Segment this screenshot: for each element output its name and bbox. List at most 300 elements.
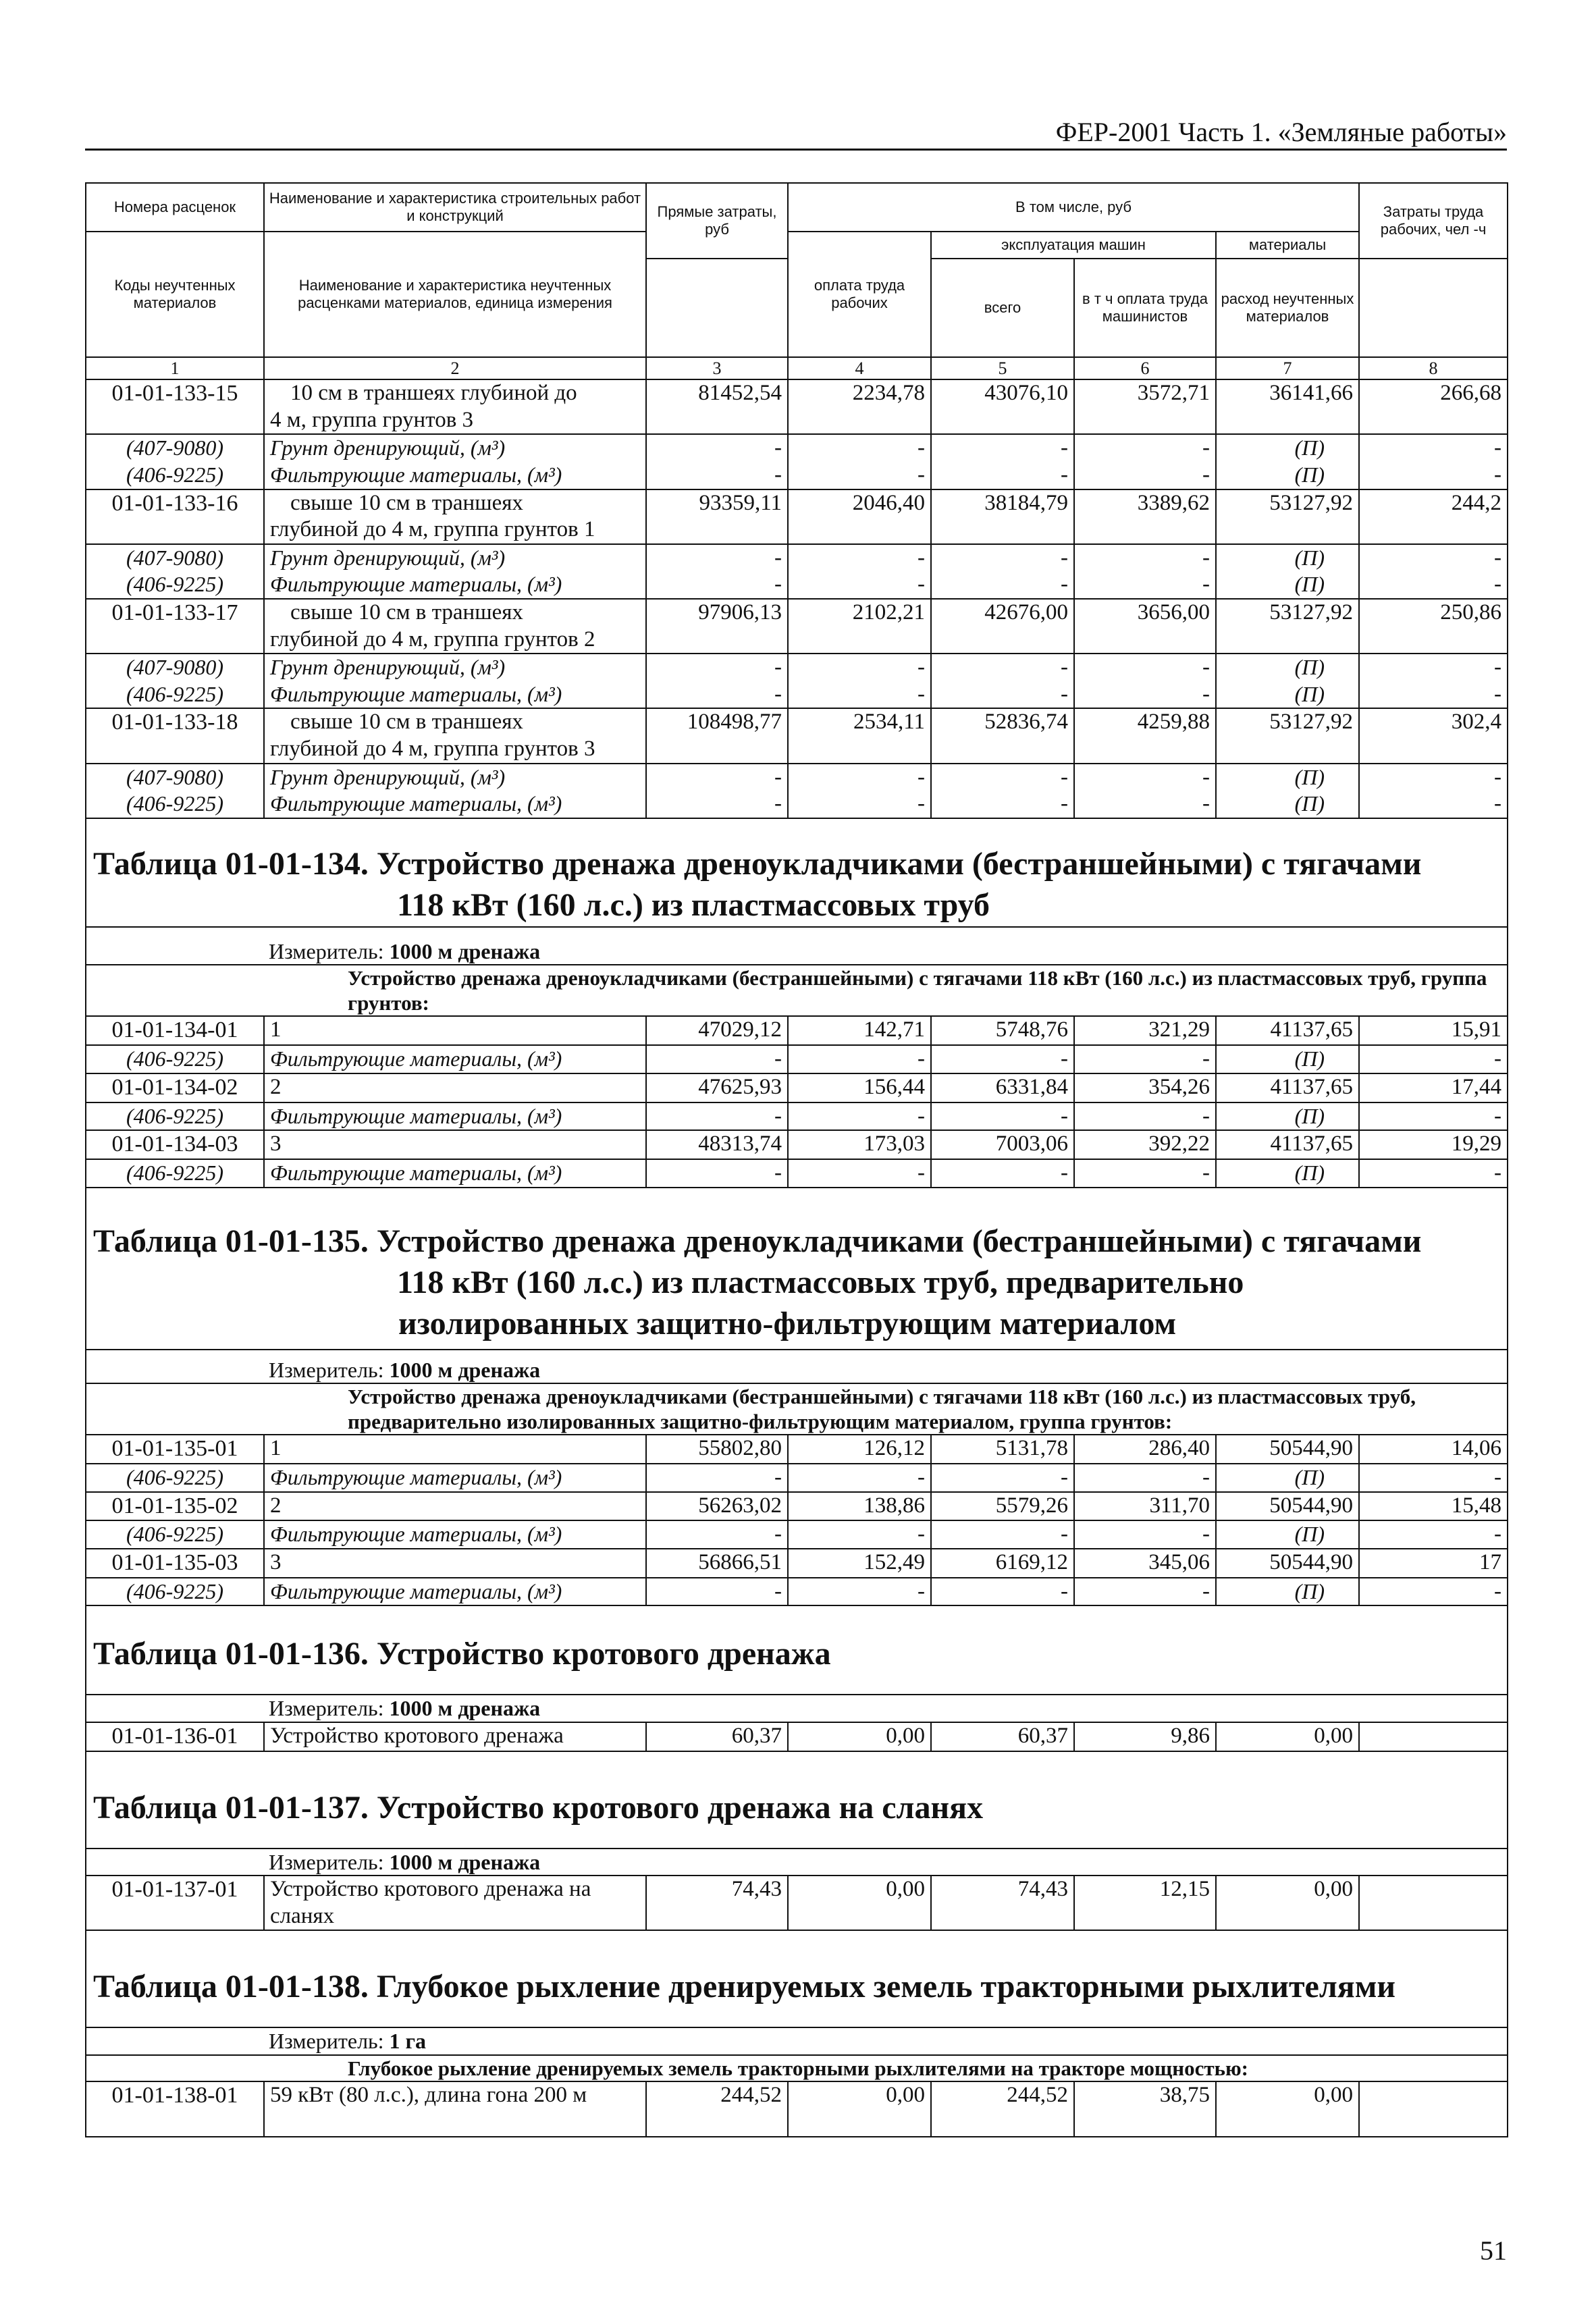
table-133-row (86, 379, 1508, 434)
dash-cell: - (788, 434, 931, 462)
dash-cell: - (931, 681, 1074, 709)
dash-cell: - (1074, 1520, 1216, 1549)
dash-cell: - (788, 571, 931, 599)
value-cell: 41137,65 (1216, 1016, 1359, 1045)
rate-name-line: свыше 10 см в траншеях (290, 710, 523, 735)
value-cell: 41137,65 (1216, 1130, 1359, 1159)
value-cell: 50544,90 (1216, 1435, 1359, 1464)
material-name: Грунт дренирующий, (м³) (264, 434, 646, 462)
table-135-body (86, 1435, 1508, 1605)
material-name: Фильтрующие материалы, (м³) (264, 571, 646, 599)
rate-name (264, 379, 646, 434)
dash-cell: - (788, 1464, 931, 1492)
col-naim1: Наименование и характеристика строительных работ и конструкций (264, 183, 646, 232)
value-cell: 0,00 (788, 1722, 931, 1751)
colnum: 6 (1074, 357, 1216, 379)
dash-cell: - (931, 571, 1074, 599)
material-placeholder: (П) (1216, 764, 1359, 791)
dash-cell: - (1359, 1159, 1508, 1188)
material-placeholder: (П) (1216, 1464, 1359, 1492)
col-vtom: В том числе, руб (788, 183, 1359, 232)
table-133-row (86, 489, 1508, 544)
dash-cell: - (1074, 544, 1216, 572)
value-cell: 81452,54 (646, 379, 788, 434)
measure-value: 1000 м дренажа (389, 1696, 541, 1721)
header-row-1 (86, 183, 1508, 232)
value-cell: 74,43 (931, 1876, 1074, 1930)
material-code: (406-9225) (86, 681, 264, 709)
value-cell: 2046,40 (788, 489, 931, 544)
material-placeholder: (П) (1216, 544, 1359, 572)
dash-cell: - (646, 1159, 788, 1188)
dash-cell: - (931, 764, 1074, 791)
value-cell: 55802,80 (646, 1435, 788, 1464)
dash-cell: - (788, 1578, 931, 1606)
dash-cell: - (1359, 571, 1508, 599)
material-placeholder: (П) (1216, 571, 1359, 599)
col-zatr-cont (1359, 259, 1508, 357)
material-code: (407-9080) (86, 764, 264, 791)
dash-cell: - (1074, 1578, 1216, 1606)
value-cell: 156,44 (788, 1073, 931, 1102)
table-134-measure-row (86, 927, 1508, 965)
rate-name: 2 (264, 1492, 646, 1521)
value-cell: 15,91 (1359, 1016, 1508, 1045)
material-code: (407-9080) (86, 434, 264, 462)
rate-name: Устройство кротового дренажа на сланях (264, 1876, 646, 1930)
rate-name-line: свыше 10 см в траншеях (290, 600, 523, 624)
dash-cell: - (1074, 571, 1216, 599)
col-vtch: в т ч оплата труда машинистов (1074, 259, 1216, 357)
dash-cell: - (1359, 462, 1508, 489)
dash-cell: - (1359, 1578, 1508, 1606)
colnum: 3 (646, 357, 788, 379)
dash-cell: - (1359, 434, 1508, 462)
col-vsego: всего (931, 259, 1074, 357)
rate-code: 01-01-138-01 (86, 2081, 264, 2137)
dash-cell: - (931, 1102, 1074, 1131)
material-code: (406-9225) (86, 1159, 264, 1188)
rate-name-line: 4 м, группа грунтов 3 (270, 407, 474, 432)
table-138-group-text: Глубокое рыхление дренируемых земель тракторными рыхлителями на тракторе мощностью: (348, 2056, 1248, 2080)
value-cell: 56263,02 (646, 1492, 788, 1521)
material-row (86, 681, 1508, 709)
table-137-measure (86, 1849, 1508, 1876)
table-134-title-row (86, 818, 1508, 927)
dash-cell: - (788, 1045, 931, 1073)
value-cell: 173,03 (788, 1130, 931, 1159)
dash-cell: - (646, 681, 788, 709)
colnum: 5 (931, 357, 1074, 379)
value-cell: 47029,12 (646, 1016, 788, 1045)
rate-name-line: глубиной до 4 м, группа грунтов 1 (270, 517, 595, 542)
dash-cell: - (788, 654, 931, 681)
measure-label: Измеритель: (269, 2029, 390, 2054)
material-row (86, 1578, 1508, 1606)
value-cell: 19,29 (1359, 1130, 1508, 1159)
rate-code: 01-01-133-15 (86, 379, 264, 434)
dash-cell: - (931, 654, 1074, 681)
dash-cell: - (1074, 1464, 1216, 1492)
rate-name-line: глубиной до 4 м, группа грунтов 3 (270, 736, 595, 761)
value-cell: 0,00 (788, 1876, 931, 1930)
material-row (86, 1464, 1508, 1492)
rate-code: 01-01-133-16 (86, 489, 264, 544)
value-cell: 3572,71 (1074, 379, 1216, 434)
value-cell: 43076,10 (931, 379, 1074, 434)
rates-table (85, 182, 1508, 2137)
material-row (86, 544, 1508, 572)
material-code: (406-9225) (86, 791, 264, 818)
dash-cell: - (1359, 1520, 1508, 1549)
dash-cell: - (788, 1102, 931, 1131)
rate-code: 01-01-133-17 (86, 599, 264, 654)
material-code: (407-9080) (86, 544, 264, 572)
material-row (86, 791, 1508, 818)
material-name: Фильтрующие материалы, (м³) (264, 791, 646, 818)
dash-cell: - (1074, 1102, 1216, 1131)
rate-code: 01-01-136-01 (86, 1722, 264, 1751)
colnum: 8 (1359, 357, 1508, 379)
material-placeholder: (П) (1216, 654, 1359, 681)
material-name: Фильтрующие материалы, (м³) (264, 1464, 646, 1492)
material-placeholder: (П) (1216, 434, 1359, 462)
measure-label: Измеритель: (269, 938, 390, 963)
rate-code: 01-01-134-01 (86, 1016, 264, 1045)
material-row (86, 571, 1508, 599)
material-placeholder: (П) (1216, 681, 1359, 709)
rate-code: 01-01-134-03 (86, 1130, 264, 1159)
rates-document (85, 182, 1507, 2174)
dash-cell: - (931, 1464, 1074, 1492)
col-kody: Коды неучтенных материалов (86, 232, 264, 357)
dash-cell: - (646, 1520, 788, 1549)
value-cell: 42676,00 (931, 599, 1074, 654)
value-cell: 302,4 (1359, 708, 1508, 763)
table-137-row (86, 1876, 1508, 1930)
table-133-row (86, 599, 1508, 654)
table-134-group-text: Устройство дренажа дреноукладчиками (бестраншейными) с тягачами 118 кВт (160 л.с.) из пластмассовых труб, группа грунтов: (348, 965, 1487, 1015)
table-134-row (86, 1073, 1508, 1102)
rate-code: 01-01-135-03 (86, 1549, 264, 1578)
value-cell: 15,48 (1359, 1492, 1508, 1521)
value-cell: 266,68 (1359, 379, 1508, 434)
table-135-title-line3: изолированных защитно-фильтрующим материалом (398, 1306, 1177, 1342)
value-cell: 126,12 (788, 1435, 931, 1464)
dash-cell: - (931, 544, 1074, 572)
value-cell: 142,71 (788, 1016, 931, 1045)
material-row (86, 1102, 1508, 1131)
material-name: Фильтрующие материалы, (м³) (264, 1578, 646, 1606)
material-name: Грунт дренирующий, (м³) (264, 654, 646, 681)
dash-cell: - (1074, 1045, 1216, 1073)
dash-cell: - (1074, 1159, 1216, 1188)
material-row (86, 434, 1508, 462)
material-name: Фильтрующие материалы, (м³) (264, 1520, 646, 1549)
dash-cell: - (1074, 681, 1216, 709)
dash-cell: - (788, 791, 931, 818)
table-134-group-row (86, 965, 1508, 1016)
dash-cell: - (1074, 791, 1216, 818)
dash-cell: - (931, 1520, 1074, 1549)
material-code: (406-9225) (86, 1578, 264, 1606)
table-134-title-line1: Таблица 01-01-134. Устройство дренажа дреноукладчиками (бестраншейными) с тягачами (93, 845, 1422, 882)
measure-label: Измеритель: (269, 1849, 390, 1874)
table-136-measure (86, 1695, 1508, 1722)
dash-cell: - (1359, 1045, 1508, 1073)
value-cell: 2234,78 (788, 379, 931, 434)
material-placeholder: (П) (1216, 1578, 1359, 1606)
material-code: (407-9080) (86, 654, 264, 681)
value-cell: 311,70 (1074, 1492, 1216, 1521)
value-cell: 321,29 (1074, 1016, 1216, 1045)
value-cell: 93359,11 (646, 489, 788, 544)
value-cell: 4259,88 (1074, 708, 1216, 763)
material-name: Фильтрующие материалы, (м³) (264, 1045, 646, 1073)
value-cell: 60,37 (646, 1722, 788, 1751)
dash-cell: - (1074, 462, 1216, 489)
dash-cell: - (788, 1159, 931, 1188)
rate-name (264, 489, 646, 544)
value-cell: 286,40 (1074, 1435, 1216, 1464)
col-naim2: Наименование и характеристика неучтенных расценками материалов, единица измерения (264, 232, 646, 357)
material-placeholder: (П) (1216, 1159, 1359, 1188)
dash-cell: - (646, 1102, 788, 1131)
value-cell: 0,00 (788, 2081, 931, 2137)
material-code: (406-9225) (86, 462, 264, 489)
material-name: Фильтрующие материалы, (м³) (264, 1159, 646, 1188)
rate-name (264, 708, 646, 763)
value-cell: 250,86 (1359, 599, 1508, 654)
table-134-row (86, 1016, 1508, 1045)
value-cell: 5579,26 (931, 1492, 1074, 1521)
dash-cell: - (646, 462, 788, 489)
table-134-title-line2: 118 кВт (160 л.с.) из пластмассовых труб (397, 887, 990, 924)
material-placeholder: (П) (1216, 462, 1359, 489)
value-cell: 3656,00 (1074, 599, 1216, 654)
dash-cell: - (1359, 1102, 1508, 1131)
value-cell: 2534,11 (788, 708, 931, 763)
value-cell: 0,00 (1216, 1722, 1359, 1751)
table-137-measure-row (86, 1849, 1508, 1876)
value-cell: 244,52 (931, 2081, 1074, 2137)
table-138-title-row (86, 1930, 1508, 2027)
table-134-row (86, 1130, 1508, 1159)
value-cell: 38,75 (1074, 2081, 1216, 2137)
material-name: Фильтрующие материалы, (м³) (264, 462, 646, 489)
table-135-title-line1: Таблица 01-01-135. Устройство дренажа дреноукладчиками (бестраншейными) с тягачами (93, 1223, 1422, 1259)
table-135-group-text: Устройство дренажа дреноукладчиками (бестраншейными) с тягачами 118 кВт (160 л.с.) из пластмассовых труб, предварительно изолированных защитно-фильтрующим материалом, группа грунтов: (348, 1384, 1416, 1434)
dash-cell: - (646, 1045, 788, 1073)
rate-code: 01-01-137-01 (86, 1876, 264, 1930)
table-134-group (348, 965, 1508, 1016)
colnum: 2 (264, 357, 646, 379)
material-row (86, 462, 1508, 489)
dash-cell: - (931, 1045, 1074, 1073)
material-row (86, 1159, 1508, 1188)
value-cell: 345,06 (1074, 1549, 1216, 1578)
rate-code: 01-01-135-02 (86, 1492, 264, 1521)
table-138-group-row (86, 2055, 1508, 2081)
table-138-measure (86, 2027, 1508, 2054)
table-135-measure (86, 1350, 1508, 1383)
value-cell: 392,22 (1074, 1130, 1216, 1159)
running-header (85, 113, 1507, 151)
table-135-title-line2: 118 кВт (160 л.с.) из пластмассовых труб, предварительно (397, 1264, 1244, 1300)
material-code: (406-9225) (86, 571, 264, 599)
table-135-row (86, 1435, 1508, 1464)
value-cell: 41137,65 (1216, 1073, 1359, 1102)
dash-cell: - (1074, 434, 1216, 462)
dash-cell: - (788, 462, 931, 489)
value-cell: 138,86 (788, 1492, 931, 1521)
material-name: Фильтрующие материалы, (м³) (264, 681, 646, 709)
colnum: 1 (86, 357, 264, 379)
rate-name-line: 10 см в траншеях глубиной до (290, 381, 577, 406)
dash-cell: - (1359, 1464, 1508, 1492)
dash-cell: - (646, 1578, 788, 1606)
table-134-body (86, 1016, 1508, 1187)
value-cell: 53127,92 (1216, 489, 1359, 544)
dash-cell: - (646, 434, 788, 462)
dash-cell: - (931, 791, 1074, 818)
value-cell: 17,44 (1359, 1073, 1508, 1102)
table-135-row (86, 1492, 1508, 1521)
material-code: (406-9225) (86, 1102, 264, 1131)
material-name: Грунт дренирующий, (м³) (264, 544, 646, 572)
material-placeholder: (П) (1216, 1520, 1359, 1549)
dash-cell: - (646, 1464, 788, 1492)
value-cell: 152,49 (788, 1549, 931, 1578)
col-nomera: Номера расценок (86, 183, 264, 232)
table-135-title (86, 1188, 1508, 1350)
dash-cell: - (931, 1159, 1074, 1188)
measure-value: 1000 м дренажа (389, 1849, 541, 1874)
table-136-title-row (86, 1605, 1508, 1695)
rate-name-line: глубиной до 4 м, группа грунтов 2 (270, 627, 595, 652)
table-138-measure-row (86, 2027, 1508, 2054)
value-cell: 48313,74 (646, 1130, 788, 1159)
value-cell: 7003,06 (931, 1130, 1074, 1159)
value-cell: 17 (1359, 1549, 1508, 1578)
rate-code: 01-01-134-02 (86, 1073, 264, 1102)
rate-name-line: свыше 10 см в траншеях (290, 490, 523, 515)
value-cell: 6169,12 (931, 1549, 1074, 1578)
value-cell: 0,00 (1216, 1876, 1359, 1930)
table-137-title: Таблица 01-01-137. Устройство кротового дренажа на сланях (86, 1751, 1508, 1849)
rate-code: 01-01-133-18 (86, 708, 264, 763)
dash-cell: - (931, 1578, 1074, 1606)
measure-value: 1000 м дренажа (389, 1357, 541, 1382)
value-cell: 47625,93 (646, 1073, 788, 1102)
value-cell: 50544,90 (1216, 1492, 1359, 1521)
col-rashod: расход неучтенных материалов (1216, 259, 1359, 357)
table-138-title: Таблица 01-01-138. Глубокое рыхление дренируемых земель тракторными рыхлителями (86, 1930, 1508, 2027)
material-code: (406-9225) (86, 1520, 264, 1549)
table-134-title (86, 818, 1508, 927)
measure-value: 1000 м дренажа (389, 938, 541, 963)
material-code: (406-9225) (86, 1045, 264, 1073)
measure-label: Измеритель: (269, 1357, 390, 1382)
rate-code: 01-01-135-01 (86, 1435, 264, 1464)
dash-cell: - (1359, 791, 1508, 818)
table-136-row (86, 1722, 1508, 1751)
header-row-2 (86, 232, 1508, 259)
value-cell: 5131,78 (931, 1435, 1074, 1464)
value-cell: 108498,77 (646, 708, 788, 763)
material-code: (406-9225) (86, 1464, 264, 1492)
table-136-measure-row (86, 1695, 1508, 1722)
value-cell: 3389,62 (1074, 489, 1216, 544)
header-text: ФЕР-2001 Часть 1. «Земляные работы» (1055, 117, 1507, 147)
material-placeholder: (П) (1216, 791, 1359, 818)
rate-name: 3 (264, 1130, 646, 1159)
value-cell: 354,26 (1074, 1073, 1216, 1102)
table-137-title-row (86, 1751, 1508, 1849)
table-133-row (86, 708, 1508, 763)
page-number: 51 (1480, 2235, 1507, 2266)
value-cell: 244,2 (1359, 489, 1508, 544)
dash-cell: - (788, 544, 931, 572)
value-cell: 0,00 (1216, 2081, 1359, 2137)
material-row (86, 654, 1508, 681)
rate-name (264, 599, 646, 654)
dash-cell: - (788, 1520, 931, 1549)
dash-cell: - (646, 544, 788, 572)
colnum: 7 (1216, 357, 1359, 379)
col-oplata: оплата труда рабочих (788, 232, 931, 357)
material-placeholder: (П) (1216, 1102, 1359, 1131)
dash-cell: - (931, 434, 1074, 462)
material-row (86, 1520, 1508, 1549)
value-cell: 53127,92 (1216, 708, 1359, 763)
dash-cell: - (931, 462, 1074, 489)
table-138-group (348, 2055, 1508, 2081)
value-cell: 6331,84 (931, 1073, 1074, 1102)
rate-name: Устройство кротового дренажа (264, 1722, 646, 1751)
dash-cell: - (1359, 654, 1508, 681)
colnum: 4 (788, 357, 931, 379)
col-zatr: Затраты труда рабочих, чел -ч (1359, 183, 1508, 259)
value-cell: 52836,74 (931, 708, 1074, 763)
value-cell: 53127,92 (1216, 599, 1359, 654)
rate-name: 1 (264, 1435, 646, 1464)
table-135-group (348, 1383, 1508, 1435)
dash-cell: - (788, 681, 931, 709)
value-cell: 5748,76 (931, 1016, 1074, 1045)
value-cell: 9,86 (1074, 1722, 1216, 1751)
material-name: Фильтрующие материалы, (м³) (264, 1102, 646, 1131)
material-name: Грунт дренирующий, (м³) (264, 764, 646, 791)
dash-cell: - (646, 654, 788, 681)
col-pryam-cont (646, 259, 788, 357)
dash-cell: - (1359, 681, 1508, 709)
value-cell: 56866,51 (646, 1549, 788, 1578)
dash-cell: - (1359, 764, 1508, 791)
table-136-title: Таблица 01-01-136. Устройство кротового дренажа (86, 1605, 1508, 1695)
table-135-measure-row (86, 1350, 1508, 1383)
material-row (86, 1045, 1508, 1073)
rate-name: 59 кВт (80 л.с.), длина гона 200 м (264, 2081, 646, 2137)
dash-cell: - (1359, 544, 1508, 572)
column-numbers (86, 357, 1508, 379)
value-cell: 12,15 (1074, 1876, 1216, 1930)
col-mater: материалы (1216, 232, 1359, 259)
table-135-title-row (86, 1188, 1508, 1350)
value-cell: 14,06 (1359, 1435, 1508, 1464)
value-cell: 244,52 (646, 2081, 788, 2137)
rate-name: 1 (264, 1016, 646, 1045)
